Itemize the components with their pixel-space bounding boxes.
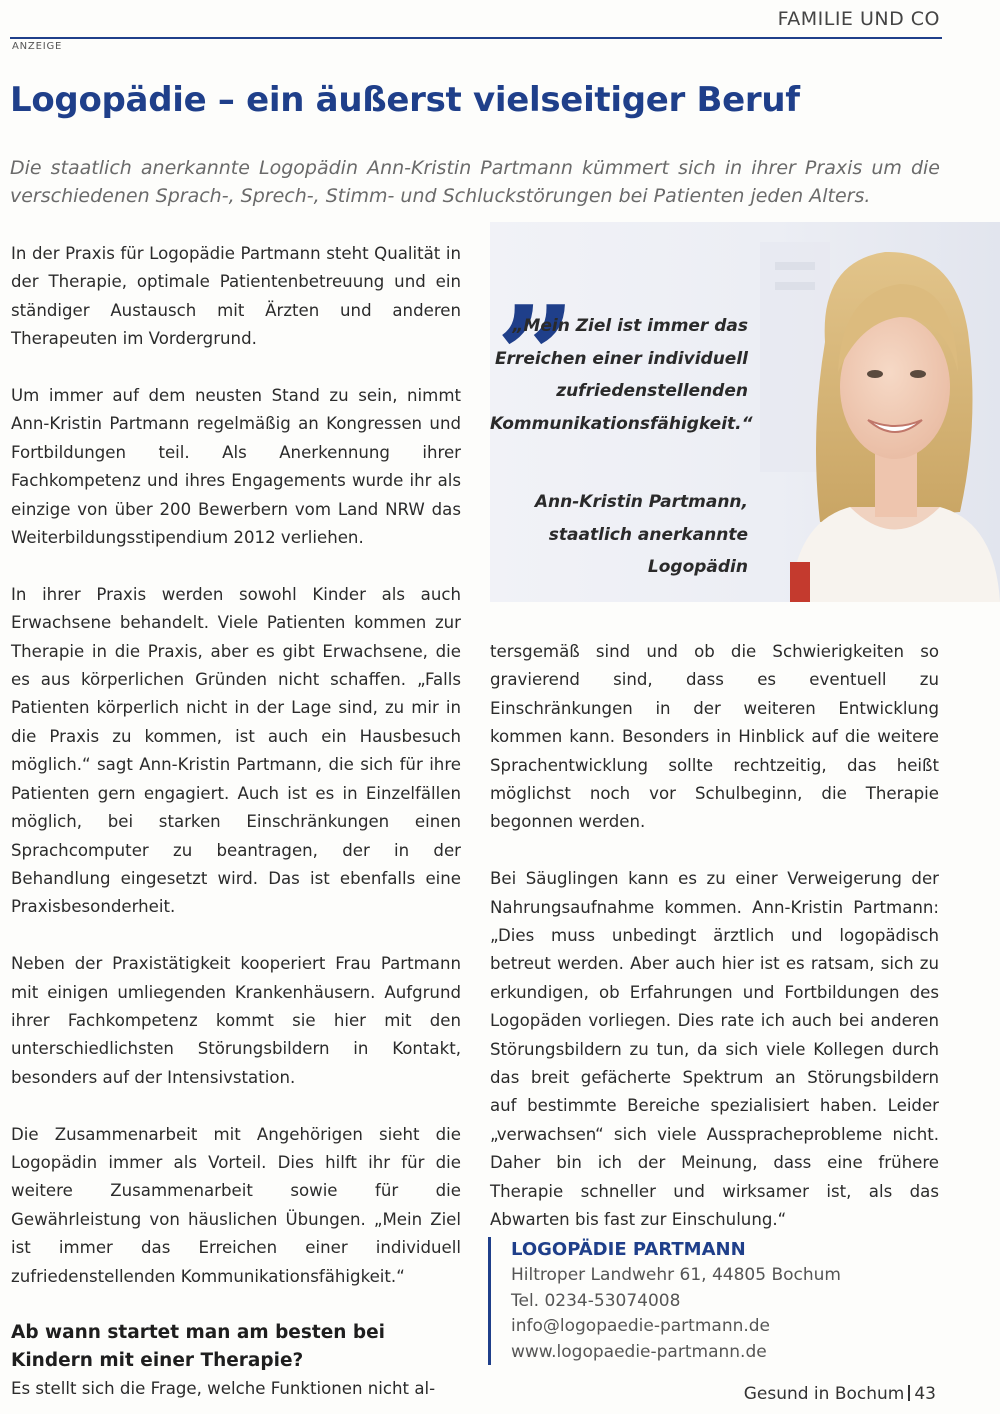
paragraph: Bei Säuglingen kann es zu einer Verweigerung der Nahrungsaufnahme kommen. Ann-Kristin Partmann: „Dies muss unbedingt ärztlich und logopädisch betreut werden. Aber auch hier ist es ratsam, sich zu erkundigen, ob Erfahrungen und Fortbildungen des Logopäden vorliegen. Dies rate ich auch bei anderen Störungsbildern zu tun, da sich viele Kollegen durch das breit gefächerte Spektrum an Störungsbildern auf bestimmte Bereiche spezialisiert haben. Leider „verwachsen“ sich viele Ausspracheprobleme nicht. Daher bin ich der Meinung, dass eine frühere Therapie schneller und wirksamer ist, als das Abwarten bis fast zur Einschulung.“ [490,869,939,1230]
page-title: Logopädie – ein äußerst vielseitiger Beruf [10,80,800,120]
quote-attribution [490,486,748,584]
ad-label: ANZEIGE [12,41,63,52]
contact-email[interactable]: info@logopaedie-partmann.de [511,1316,771,1336]
quote-mark-icon: „ [498,222,579,360]
contact-phone: Tel. 0234-53074008 [511,1290,681,1311]
top-rule [10,37,942,39]
contact-address: Hiltroper Landwehr 61, 44805 Bochum [511,1265,841,1285]
paragraph: Um immer auf dem neusten Stand zu sein, nimmt Ann-Kristin Partmann regelmäßig an Kongressen und Fortbildungen teil. Als Anerkennung ihrer Fachkompetenz und ihres Engagements wurde ihr als einzige von über 200 Bewerbern vom Land NRW das Weiterbildungsstipendium 2012 verliehen. [11,386,461,548]
right-column [490,638,939,1263]
quote-author-name: Ann-Kristin Partmann, [534,492,748,512]
page-footer [744,1384,936,1404]
contact-box [488,1237,951,1365]
publication-name: Gesund in Bochum [743,1384,905,1404]
paragraph: tersgemäß sind und ob die Schwierigkeiten so gravierend sind, dass es eventuell zu Einschränkungen in der weiteren Entwicklung kommen kann. Besonders in Hinblick auf die weitere Sprachentwicklung sollte rechtzeitig, das heißt möglichst noch vor Schulbeginn, die Therapie begonnen werden. [490,642,939,832]
paragraph: In der Praxis für Logopädie Partmann steht Qualität in der Therapie, optimale Patientenbetreuung und ein ständiger Austausch mit Ärzten und anderen Therapeuten im Vordergrund. [11,244,461,349]
pull-quote: „Mein Ziel ist immer das Erreichen einer individuell zufriedenstellenden Kommunikationsfähigkeit.“ [490,316,753,434]
left-column [11,240,461,1404]
paragraph: Neben der Praxistätigkeit kooperiert Frau Partmann mit einigen umliegenden Krankenhäusern. Aufgrund ihrer Fachkompetenz kommt sie hier mit den unterschiedlichsten Störungsbildern in Kontakt, besonders auf der Intensivstation. [11,954,461,1087]
contact-name: LOGOPÄDIE PARTMANN [511,1239,746,1260]
subheading: Ab wann startet man am besten bei Kindern mit einer Therapie? [11,1322,386,1372]
contact-website[interactable]: www.logopaedie-partmann.de [511,1341,767,1362]
quote-box [490,222,1000,602]
page-number: 43 [914,1384,936,1404]
quote-author-title: staatlich anerkannte Logopädin [548,524,748,577]
footer-divider [908,1385,910,1401]
paragraph: In ihrer Praxis werden sowohl Kinder als auch Erwachsene behandelt. Viele Patienten kommen zur Therapie in die Praxis, aber es gibt Erwachsene, die es aus körperlichen Gründen nicht schaffen. „Falls Patienten körperlich nicht in der Lage sind, zu mir in die Praxis zu kommen, ist auch ein Hausbesuch möglich.“ sagt Ann-Kristin Partmann, die sich für ihre Patienten gern engagiert. Auch ist es in Einzelfällen möglich, bei starken Einschränkungen einen Sprachcomputer zu beantragen, der in der Behandlung eingesetzt wird. Das ist ebenfalls eine Praxisbesonderheit. [11,584,461,917]
lead-paragraph: Die staatlich anerkannte Logopädin Ann-Kristin Partmann kümmert sich in ihrer Praxis um die verschiedenen Sprach-, Sprech-, Stimm- und Schluckstörungen bei Patienten jeden Alters. [10,157,940,207]
section-label: FAMILIE UND CO [777,8,940,30]
paragraph: Es stellt sich die Frage, welche Funktionen nicht al- [11,1379,436,1399]
paragraph: Die Zusammenarbeit mit Angehörigen sieht die Logopädin immer als Vorteil. Dies hilft ihr für die weitere Zusammenarbeit sowie für die Gewährleistung von häuslichen Übungen. „Mein Ziel ist immer das Erreichen einer individuell zufriedenstellenden Kommunikationsfähigkeit.“ [11,1124,461,1286]
